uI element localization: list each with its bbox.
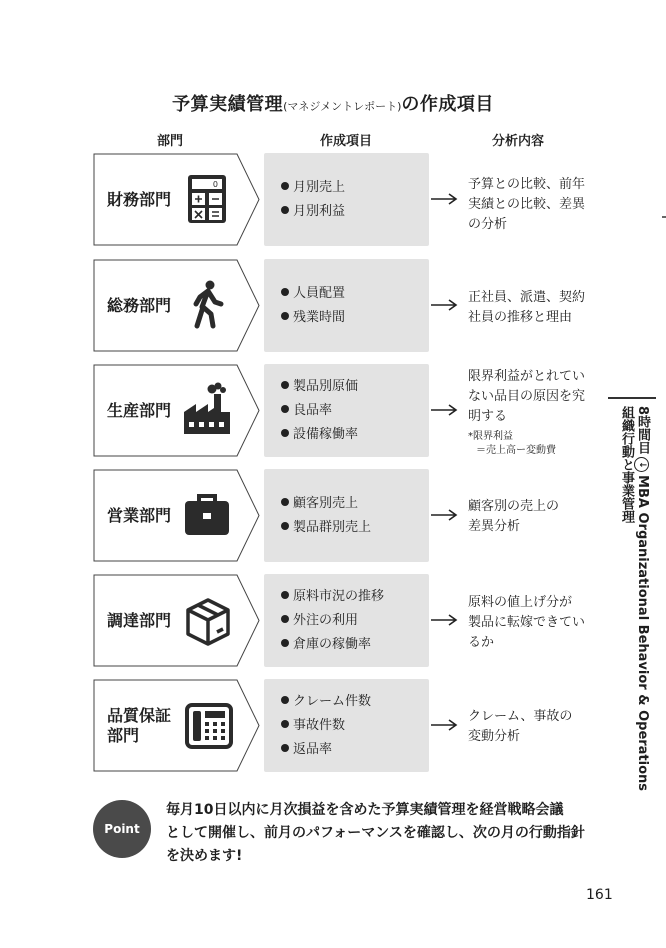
dept-name: 生産部門 <box>107 400 172 420</box>
title-main: 予算実績管理 <box>172 94 284 115</box>
dept-name: 調達部門 <box>107 610 172 630</box>
title-suffix: の作成項目 <box>401 94 494 115</box>
dept-box-general-affairs <box>93 259 260 352</box>
bullet-icon <box>281 720 289 728</box>
briefcase-icon <box>183 491 231 539</box>
analysis-sales: 顧客別の売上の 差異分析 <box>468 499 560 534</box>
title-sub: (マネジメントレポート) <box>283 100 402 113</box>
list-item: 外注の利用 <box>281 609 429 633</box>
dept-box-procurement <box>93 574 260 667</box>
list-item: 設備稼働率 <box>281 423 429 447</box>
chapter-sidebar <box>620 406 650 791</box>
dept-name: 総務部門 <box>107 295 172 315</box>
sidebar-rule <box>608 397 656 399</box>
dept-box-quality-assurance <box>93 679 260 772</box>
bullet-icon <box>281 381 289 389</box>
list-item: 月別利益 <box>281 200 429 224</box>
arrow-right-icon <box>431 719 459 731</box>
figure-title <box>0 90 666 116</box>
edge-mark <box>662 216 666 218</box>
list-item: 顧客別売上 <box>281 492 429 516</box>
page-number: 161 <box>586 887 613 903</box>
list-item: 原料市況の推移 <box>281 585 429 609</box>
bullet-icon <box>281 312 289 320</box>
list-item: 人員配置 <box>281 282 429 306</box>
bullet-icon <box>281 522 289 530</box>
dept-name: 財務部門 <box>107 189 172 209</box>
bullet-icon <box>281 206 289 214</box>
bullet-icon <box>281 498 289 506</box>
list-item: 返品率 <box>281 738 429 762</box>
bullet-icon <box>281 288 289 296</box>
dept-name: 品質保証 部門 <box>107 705 172 745</box>
calculator-icon <box>187 174 227 224</box>
items-box-procurement <box>264 574 429 667</box>
list-item: クレーム件数 <box>281 690 429 714</box>
analysis-production: 限界利益がとれてい ない品目の原因を究 明する *限界利益 ＝売上高ー変動費 <box>468 367 618 458</box>
dept-box-finance <box>93 153 260 246</box>
footnote: *限界利益 ＝売上高ー変動費 <box>468 431 556 456</box>
svg-text:0: 0 <box>212 180 218 189</box>
items-box-quality-assurance <box>264 679 429 772</box>
header-analysis: 分析内容 <box>492 134 545 149</box>
items-box-production <box>264 364 429 457</box>
chapter-hour: 8 <box>635 406 650 416</box>
analysis-finance: 予算との比較、前年 実績との比較、差異 の分析 <box>468 177 586 232</box>
box-icon <box>184 596 232 646</box>
walking-person-icon <box>187 280 227 330</box>
list-item: 良品率 <box>281 399 429 423</box>
arrow-right-icon <box>431 614 459 626</box>
point-badge: Point <box>93 800 151 858</box>
list-item: 月別売上 <box>281 176 429 200</box>
arrow-right-icon <box>431 299 459 311</box>
arrow-right-icon <box>431 509 459 521</box>
factory-icon <box>181 382 233 436</box>
bullet-icon <box>281 591 289 599</box>
arrow-right-icon <box>431 193 459 205</box>
items-box-finance <box>264 153 429 246</box>
items-box-general-affairs <box>264 259 429 352</box>
list-item: 倉庫の稼働率 <box>281 633 429 657</box>
arrow-down-icon: ↓ <box>634 457 649 472</box>
analysis-procurement: 原料の値上げ分が 製品に転嫁できてい るか <box>468 595 586 650</box>
chapter-japanese: 組織行動と事業管理 <box>619 406 634 523</box>
chapter-hour-label: 時間目 <box>635 415 650 455</box>
bullet-icon <box>281 405 289 413</box>
list-item: 製品群別売上 <box>281 516 429 540</box>
dept-box-sales <box>93 469 260 562</box>
bullet-icon <box>281 182 289 190</box>
point-text: 毎月10日以内に月次損益を含めた予算実績管理を経営戦略会議 として開催し、前月のパフォーマンスを確認し、次の月の行動指針 を決めます! <box>166 802 585 864</box>
analysis-quality-assurance: クレーム、事故の 変動分析 <box>468 709 573 744</box>
header-dept: 部門 <box>157 134 184 149</box>
bullet-icon <box>281 744 289 752</box>
telephone-icon <box>185 703 233 749</box>
dept-name: 営業部門 <box>107 505 172 525</box>
header-items: 作成項目 <box>320 134 373 149</box>
dept-box-production <box>93 364 260 457</box>
list-item: 残業時間 <box>281 306 429 330</box>
items-box-sales <box>264 469 429 562</box>
bullet-icon <box>281 639 289 647</box>
chapter-english: MBA Organizational Behavior & Operations <box>635 475 650 792</box>
bullet-icon <box>281 615 289 623</box>
analysis-general-affairs: 正社員、派遣、契約 社員の推移と理由 <box>468 290 586 325</box>
bullet-icon <box>281 696 289 704</box>
list-item: 事故件数 <box>281 714 429 738</box>
arrow-right-icon <box>431 404 459 416</box>
list-item: 製品別原価 <box>281 375 429 399</box>
bullet-icon <box>281 429 289 437</box>
